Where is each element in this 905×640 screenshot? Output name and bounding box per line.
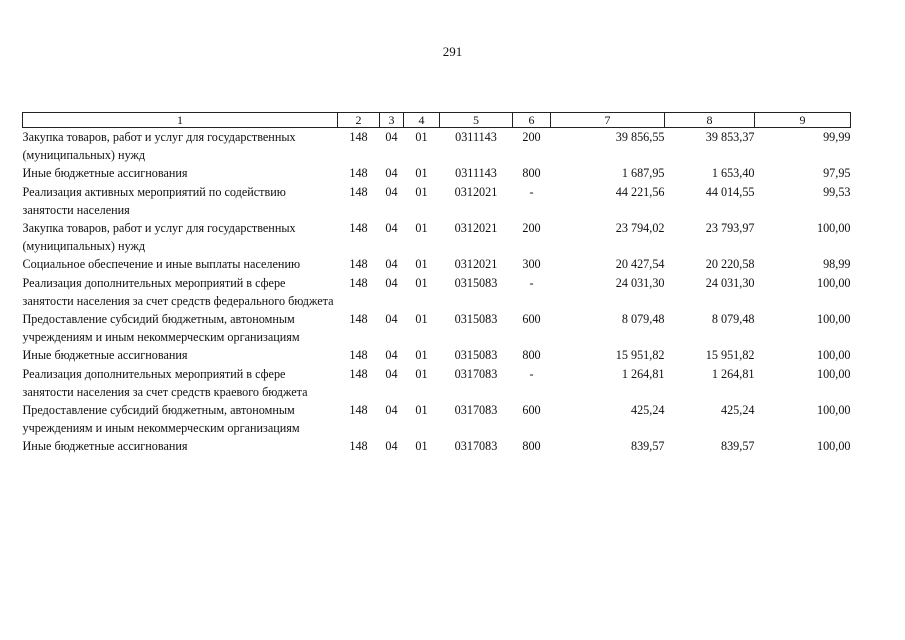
row-c9: 98,99 bbox=[823, 257, 851, 272]
row-c4: 01 bbox=[415, 366, 428, 381]
row-name: Реализация дополнительных мероприятий в сфере занятости населения за счет средств федерального бюджета bbox=[22, 275, 334, 308]
row-c9: 100,00 bbox=[816, 275, 851, 290]
row-c9: 100,00 bbox=[816, 348, 851, 363]
table-row bbox=[23, 255, 851, 273]
row-name: Закупка товаров, работ и услуг для государственных (муниципальных) нужд bbox=[22, 221, 296, 254]
header-cell: 4 bbox=[404, 113, 440, 128]
table-row bbox=[23, 437, 851, 455]
row-c7: 1 687,95 bbox=[621, 166, 665, 181]
row-c3: 04 bbox=[385, 366, 398, 381]
table-row bbox=[23, 346, 851, 364]
row-c8: 1 653,40 bbox=[711, 166, 755, 181]
header-cell: 5 bbox=[440, 113, 513, 128]
row-c8: 44 014,55 bbox=[705, 184, 755, 199]
row-c2: 148 bbox=[349, 257, 368, 272]
row-name: Реализация активных мероприятий по содействию занятости населения bbox=[22, 184, 286, 217]
row-c9: 97,95 bbox=[823, 166, 851, 181]
row-c7: 8 079,48 bbox=[621, 312, 665, 327]
row-c6: 800 bbox=[522, 348, 541, 363]
row-c6: 800 bbox=[522, 439, 541, 454]
row-c9: 100,00 bbox=[816, 221, 851, 236]
row-c2: 148 bbox=[349, 366, 368, 381]
row-c6: - bbox=[529, 275, 534, 290]
row-c9: 100,00 bbox=[816, 403, 851, 418]
row-c4: 01 bbox=[415, 257, 428, 272]
row-c5: 0311143 bbox=[455, 130, 497, 144]
row-c4: 01 bbox=[415, 348, 428, 363]
row-c7: 39 856,55 bbox=[615, 130, 665, 144]
table-row bbox=[23, 219, 851, 255]
row-c8: 15 951,82 bbox=[705, 348, 755, 363]
row-c3: 04 bbox=[385, 221, 398, 236]
row-c2: 148 bbox=[349, 403, 368, 418]
header-cell: 7 bbox=[551, 113, 665, 128]
header-cell: 2 bbox=[338, 113, 380, 128]
row-c7: 23 794,02 bbox=[615, 221, 665, 236]
row-name: Реализация дополнительных мероприятий в сфере занятости населения за счет средств краевого бюджета bbox=[22, 366, 308, 399]
row-c8: 20 220,58 bbox=[705, 257, 755, 272]
row-c6: - bbox=[529, 366, 534, 381]
row-c4: 01 bbox=[415, 403, 428, 418]
row-c6: 200 bbox=[522, 221, 541, 236]
row-c4: 01 bbox=[415, 130, 428, 144]
page-number: 291 bbox=[442, 44, 463, 59]
row-c8: 8 079,48 bbox=[711, 312, 755, 327]
budget-table bbox=[22, 112, 851, 456]
row-c3: 04 bbox=[385, 348, 398, 363]
header-cell: 8 bbox=[665, 113, 755, 128]
row-c3: 04 bbox=[385, 184, 398, 199]
row-c6: 200 bbox=[522, 130, 541, 144]
row-c2: 148 bbox=[349, 166, 368, 181]
row-c2: 148 bbox=[349, 348, 368, 363]
row-c8: 425,24 bbox=[720, 403, 755, 418]
row-c4: 01 bbox=[415, 166, 428, 181]
row-name: Предоставление субсидий бюджетным, автономным учреждениям и иным некоммерческим организациям bbox=[22, 312, 300, 345]
row-c9: 100,00 bbox=[816, 312, 851, 327]
row-c5: 0317083 bbox=[454, 366, 498, 381]
row-c4: 01 bbox=[415, 221, 428, 236]
row-c2: 148 bbox=[349, 312, 368, 327]
row-c8: 39 853,37 bbox=[705, 130, 755, 144]
row-name: Закупка товаров, работ и услуг для государственных (муниципальных) нужд bbox=[22, 130, 296, 163]
table-row bbox=[23, 183, 851, 219]
row-c3: 04 bbox=[385, 275, 398, 290]
row-c7: 15 951,82 bbox=[615, 348, 665, 363]
row-c5: 0317083 bbox=[454, 403, 498, 418]
row-c4: 01 bbox=[415, 312, 428, 327]
row-c5: 0312021 bbox=[454, 221, 498, 236]
row-c2: 148 bbox=[349, 221, 368, 236]
row-c8: 24 031,30 bbox=[705, 275, 755, 290]
row-c8: 1 264,81 bbox=[711, 366, 755, 381]
header-cell: 1 bbox=[23, 113, 338, 128]
header-cell: 3 bbox=[380, 113, 404, 128]
row-c7: 44 221,56 bbox=[615, 184, 665, 199]
row-c5: 0317083 bbox=[454, 439, 498, 454]
row-c2: 148 bbox=[349, 439, 368, 454]
row-c9: 100,00 bbox=[816, 439, 851, 454]
row-c6: 800 bbox=[522, 166, 541, 181]
table-row bbox=[23, 310, 851, 346]
row-c7: 839,57 bbox=[630, 439, 665, 454]
row-c8: 839,57 bbox=[720, 439, 755, 454]
row-name: Иные бюджетные ассигнования bbox=[22, 166, 188, 181]
row-c4: 01 bbox=[415, 275, 428, 290]
row-name: Предоставление субсидий бюджетным, автономным учреждениям и иным некоммерческим организациям bbox=[22, 403, 300, 436]
row-c3: 04 bbox=[385, 257, 398, 272]
row-c3: 04 bbox=[385, 403, 398, 418]
row-c5: 0315083 bbox=[454, 312, 498, 327]
row-c2: 148 bbox=[349, 130, 368, 144]
table-row bbox=[23, 164, 851, 182]
row-c5: 0312021 bbox=[454, 257, 498, 272]
row-c7: 425,24 bbox=[630, 403, 665, 418]
row-c9: 100,00 bbox=[816, 366, 851, 381]
row-c7: 20 427,54 bbox=[615, 257, 665, 272]
row-name: Иные бюджетные ассигнования bbox=[22, 439, 188, 454]
row-c6: 300 bbox=[522, 257, 541, 272]
header-cell: 6 bbox=[513, 113, 551, 128]
row-c4: 01 bbox=[415, 184, 428, 199]
row-c7: 1 264,81 bbox=[621, 366, 665, 381]
row-c5: 0315083 bbox=[454, 348, 498, 363]
row-c6: 600 bbox=[522, 403, 541, 418]
row-name: Иные бюджетные ассигнования bbox=[22, 348, 188, 363]
row-c5: 0311143 bbox=[455, 166, 497, 181]
row-c9: 99,53 bbox=[823, 184, 851, 199]
row-c3: 04 bbox=[385, 439, 398, 454]
row-c6: 600 bbox=[522, 312, 541, 327]
table-row bbox=[23, 401, 851, 437]
row-c4: 01 bbox=[415, 439, 428, 454]
row-c9: 99,99 bbox=[823, 130, 851, 144]
row-c2: 148 bbox=[349, 275, 368, 290]
row-c3: 04 bbox=[385, 130, 398, 144]
header-cell: 9 bbox=[755, 113, 851, 128]
row-c7: 24 031,30 bbox=[615, 275, 665, 290]
table-row bbox=[23, 365, 851, 401]
row-c3: 04 bbox=[385, 166, 398, 181]
row-name: Социальное обеспечение и иные выплаты населению bbox=[22, 257, 301, 272]
row-c5: 0315083 bbox=[454, 275, 498, 290]
header-row bbox=[23, 113, 851, 128]
row-c6: - bbox=[529, 184, 534, 199]
row-c5: 0312021 bbox=[454, 184, 498, 199]
row-c8: 23 793,97 bbox=[705, 221, 755, 236]
row-c3: 04 bbox=[385, 312, 398, 327]
row-c2: 148 bbox=[349, 184, 368, 199]
table-row bbox=[23, 128, 851, 165]
table-row bbox=[23, 274, 851, 310]
